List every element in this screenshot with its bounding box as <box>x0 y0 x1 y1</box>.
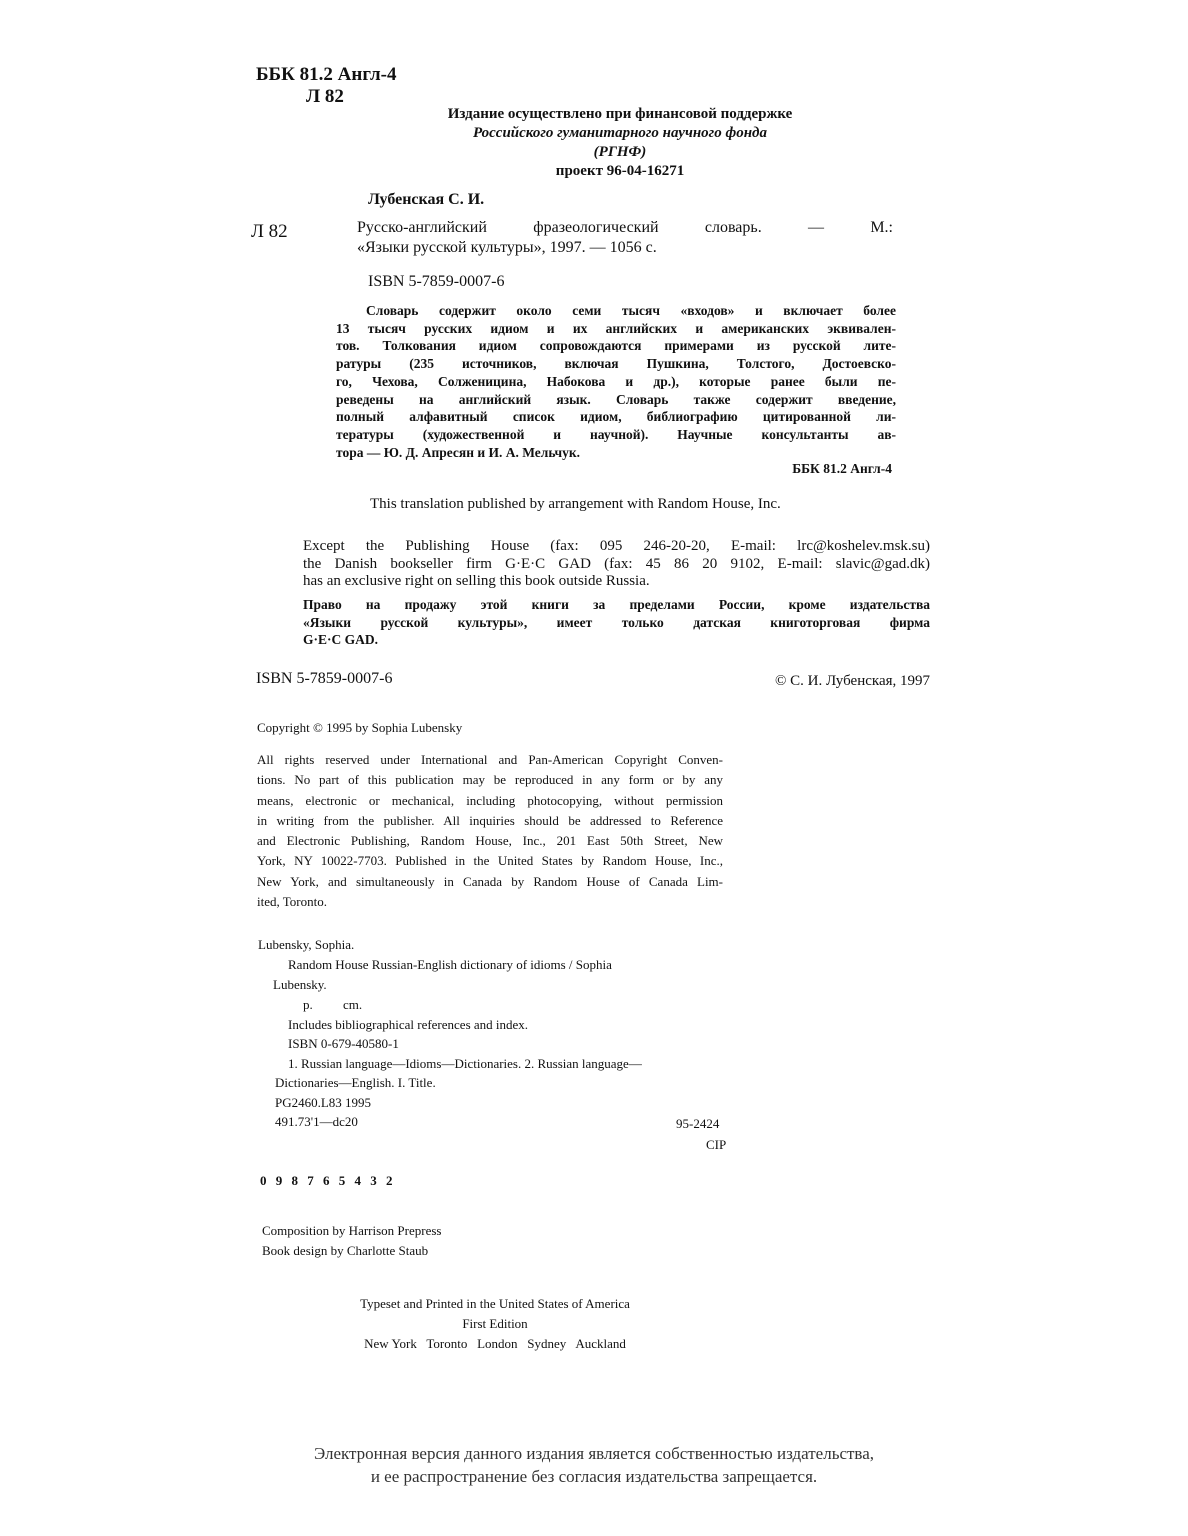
english-copyright-notice <box>257 750 723 912</box>
copyright-line: tions. No part of this publication may be reproduced in any form or by any <box>257 772 723 788</box>
print-line: 0 9 8 7 6 5 4 3 2 <box>260 1173 393 1188</box>
rights-line: «Языки русской культуры», имеет только датская книготорговая фирма <box>303 614 930 630</box>
funding-block <box>400 106 840 180</box>
copyright-line: All rights reserved under International and Pan-American Copyright Conven- <box>257 752 723 767</box>
annotation <box>336 302 896 461</box>
annotation-line: полный алфавитный список идиом, библиографию цитированной ли- <box>336 409 896 425</box>
copyright-line: and Electronic Publishing, Random House, Inc., 201 East 50th Street, New <box>257 833 723 849</box>
cip-ddc: 491.73'1—dc20 <box>275 1114 358 1129</box>
translation-note: This translation published by arrangement with Random House, Inc. <box>370 496 781 512</box>
copyright-line: means, electronic or mechanical, including photocopying, without permission <box>257 792 723 808</box>
copyright-line: ited, Toronto. <box>257 894 327 910</box>
catalog-title-line: Русско-английский фразеологический словарь. — М.: <box>357 219 893 236</box>
bbk-author-code: Л 82 <box>306 86 344 107</box>
imprint-printed: Typeset and Printed in the United States of America <box>360 1296 630 1311</box>
rights-line: the Danish bookseller firm G·E·C GAD (fax: 45 86 20 9102, E-mail: slavic@gad.dk) <box>303 555 930 572</box>
cip-size: cm. <box>343 997 363 1012</box>
copyright-line: in writing from the publisher. All inquiries should be addressed to Reference <box>257 812 723 828</box>
bbk-classification: ББК 81.2 Англ-4 <box>256 64 397 85</box>
rights-line: Право на продажу этой книги за пределами России, кроме издательства <box>303 597 930 612</box>
imprint-edition: First Edition <box>462 1316 528 1331</box>
catalog-code: Л 82 <box>251 221 288 242</box>
rights-russian <box>303 596 930 649</box>
annotation-bbk: ББК 81.2 Англ-4 <box>792 461 892 476</box>
cip-subjects-cont: Dictionaries—English. I. Title. <box>275 1075 436 1090</box>
rights-line: G·E·C GAD. <box>303 632 379 647</box>
cip-number: 95-2424 <box>676 1116 720 1131</box>
annotation-line: Словарь содержит около семи тысяч «входов» и включает более <box>366 303 896 318</box>
rights-line: Except the Publishing House (fax: 095 246-20-20, E-mail: lrc@koshelev.msk.su) <box>303 538 930 554</box>
catalog-author: Лубенская С. И. <box>368 191 485 208</box>
cip-title: Random House Russian-English dictionary of idioms / Sophia <box>288 957 612 972</box>
annotation-line: тературы (художественной и научной). Научные консультанты ав- <box>336 426 896 442</box>
rights-english <box>303 538 930 591</box>
annotation-line: 13 тысяч русских идиом и их английских и американских эквивален- <box>336 320 896 336</box>
composition-credit: Composition by Harrison Prepress <box>262 1223 442 1238</box>
cip-isbn: ISBN 0-679-40580-1 <box>288 1036 399 1051</box>
notice-line: и ее распространение без согласия издательства запрещается. <box>370 1467 818 1486</box>
catalog-title-line: «Языки русской культуры», 1997. — 1056 с. <box>357 239 657 256</box>
annotation-line: реведены на английский язык. Словарь также содержит введение, <box>336 391 896 407</box>
funding-abbreviation: (РГНФ) <box>593 144 647 160</box>
funding-line: Издание осуществлено при финансовой поддержке <box>447 106 793 122</box>
cip-lcc: PG2460.L83 1995 <box>275 1095 372 1110</box>
imprint-cities: New York Toronto London Sydney Auckland <box>364 1336 626 1351</box>
cip-title-cont: Lubensky. <box>273 977 327 992</box>
funding-project: проект 96-04-16271 <box>555 163 685 179</box>
notice-line: Электронная версия данного издания является собственностью издательства, <box>313 1444 875 1463</box>
electronic-version-notice <box>0 1442 1188 1488</box>
cip-includes: Includes bibliographical references and index. <box>288 1017 529 1032</box>
catalog-isbn: ISBN 5-7859-0007-6 <box>368 273 505 290</box>
imprint <box>325 1294 665 1354</box>
copyright-line: New York, and simultaneously in Canada by Random House of Canada Lim- <box>257 873 723 889</box>
annotation-line: ратуры (235 источников, включая Пушкина, Толстого, Достоевско- <box>336 356 896 372</box>
isbn-line: ISBN 5-7859-0007-6 <box>256 670 393 687</box>
annotation-line: тов. Толкования идиом сопровождаются примерами из русской лите- <box>336 338 896 354</box>
annotation-line: тора — Ю. Д. Апресян и И. А. Мельчук. <box>336 444 581 460</box>
cip-subjects: 1. Russian language—Idioms—Dictionaries. 2. Russian language— <box>288 1056 642 1071</box>
annotation-line: го, Чехова, Солженицина, Набокова и др.), которые ранее были пе- <box>336 373 896 389</box>
catalog-title <box>357 219 893 257</box>
copyright-line: York, NY 10022-7703. Published in the United States by Random House, Inc., <box>257 853 723 869</box>
rights-line: has an exclusive right on selling this book outside Russia. <box>303 573 650 589</box>
design-credit: Book design by Charlotte Staub <box>262 1243 429 1258</box>
cip-label: CIP <box>706 1137 727 1152</box>
russian-copyright: © С. И. Лубенская, 1997 <box>775 673 930 689</box>
english-copyright-line: Copyright © 1995 by Sophia Lubensky <box>257 720 463 735</box>
cip-author: Lubensky, Sophia. <box>258 937 355 952</box>
cip-pages: p. <box>303 997 313 1012</box>
funding-fund-name: Российского гуманитарного научного фонда <box>473 125 767 141</box>
